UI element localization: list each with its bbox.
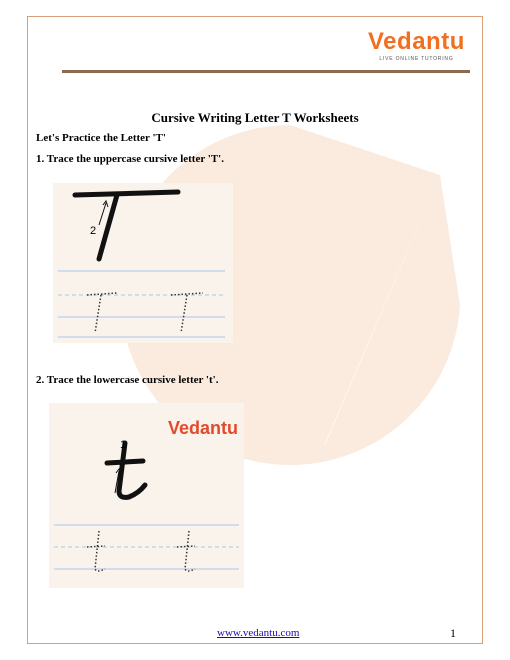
header-rule (62, 70, 470, 73)
t-stem-stroke (99, 195, 117, 259)
uppercase-t-panel (53, 183, 233, 343)
t-stem-stroke (119, 443, 145, 497)
logo-wordmark: Vedantu (368, 28, 465, 55)
worksheet-brand-logo: Vedantu (168, 418, 239, 438)
dotted-traces (87, 531, 195, 571)
intro-heading: Let's Practice the Letter 'T' (36, 132, 166, 144)
direction-arrow (99, 203, 106, 225)
dotted-traces (87, 293, 203, 333)
question-1: 1. Trace the uppercase cursive letter 'T'. (36, 153, 224, 165)
t-top-stroke (75, 192, 178, 195)
logo-tagline: LIVE ONLINE TUTORING (379, 56, 454, 62)
vedantu-logo[interactable] (368, 30, 465, 62)
stroke-number-label: 1 (120, 439, 127, 451)
page-number: 1 (450, 626, 456, 640)
t-cross-stroke (107, 461, 143, 463)
question-2: 2. Trace the lowercase cursive letter 't'. (36, 374, 219, 386)
uppercase-t-drawing (53, 183, 233, 343)
page-title: Cursive Writing Letter T Worksheets (151, 110, 359, 125)
footer-link[interactable]: www.vedantu.com (217, 627, 300, 639)
stroke-number-label: 2 (90, 225, 97, 237)
